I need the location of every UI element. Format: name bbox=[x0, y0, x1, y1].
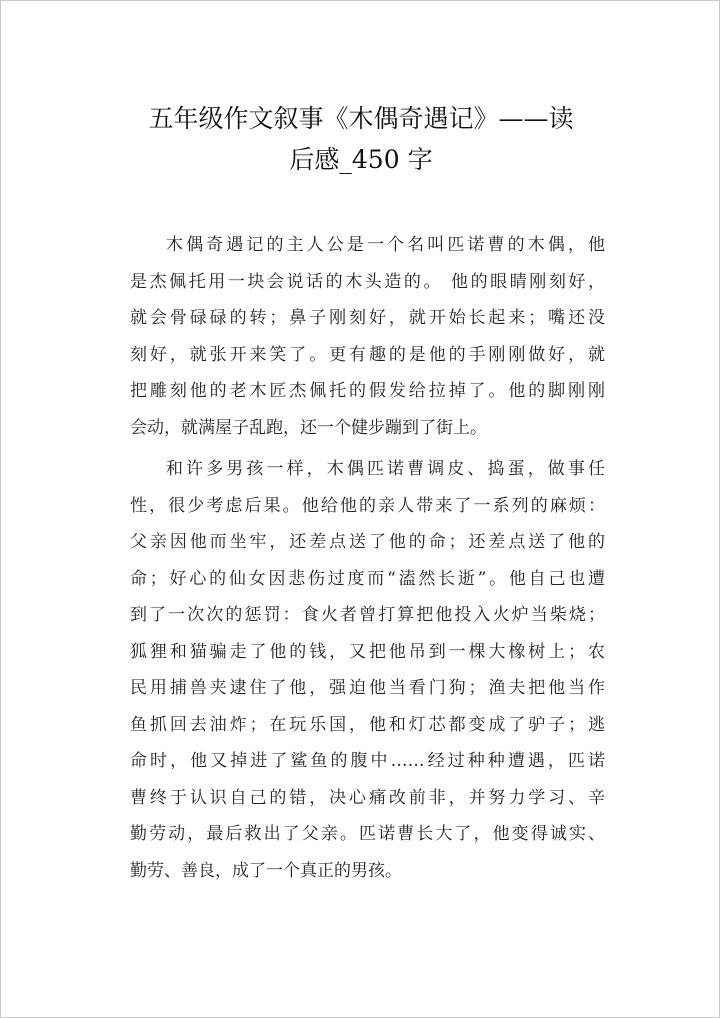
paragraph-line: 狐狸和猫骗走了他的钱，又把他吊到一棵大橡树上；农 bbox=[130, 641, 605, 662]
paragraph-line: 勤劳、善良，成了一个真正的男孩。 bbox=[130, 860, 402, 881]
paragraph-line: 父亲因他而坐牢，还差点送了他的命；还差点送了他的 bbox=[130, 532, 605, 552]
paragraph-line: 木偶奇遇记的主人公是一个名叫匹诺曹的木偶，他 bbox=[166, 235, 605, 255]
title-line-1: 五年级作文叙事《木偶奇遇记》——读 bbox=[148, 104, 574, 133]
paragraph-line: 民用捕兽夹逮住了他，强迫他当看门狗；渔夫把他当作 bbox=[130, 678, 605, 698]
document-title bbox=[101, 98, 621, 180]
paragraph-line: 到了一次次的惩罚：食火者曾打算把他投入火炉当柴烧； bbox=[130, 605, 605, 625]
paragraph-line: 刻好，就张开来笑了。更有趣的是他的手刚刚做好，就 bbox=[130, 344, 605, 365]
paragraph-line: 曹终于认识自己的错，决心痛改前非，并努力学习、辛 bbox=[130, 787, 605, 808]
paragraph-line: 性，很少考虑后果。他给他的亲人带来了一系列的麻烦： bbox=[130, 495, 605, 516]
paragraph-2 bbox=[130, 451, 605, 889]
paragraph-line: 勤劳动，最后救出了父亲。匹诺曹长大了，他变得诚实、 bbox=[130, 824, 605, 844]
paragraph-line: 就会骨碌碌的转；鼻子刚刻好，就开始长起来；嘴还没 bbox=[130, 308, 605, 328]
paragraph-line: 是杰佩托用一块会说话的木头造的。 他的眼睛刚刻好， bbox=[130, 271, 605, 292]
paragraph-line: 和许多男孩一样，木偶匹诺曹调皮、捣蛋，做事任 bbox=[166, 459, 605, 479]
paragraph-line: 命时，他又掉进了鲨鱼的腹中……经过种种遭遇，匹诺 bbox=[130, 751, 605, 771]
paragraph-1 bbox=[130, 227, 605, 446]
paragraph-line: 把雕刻他的老木匠杰佩托的假发给拉掉了。他的脚刚刚 bbox=[130, 381, 605, 401]
paragraph-line: 命；好心的仙女因悲伤过度而“溘然长逝”。他自己也遭 bbox=[130, 568, 605, 589]
paragraph-line: 会动，就满屋子乱跑，还一个健步蹦到了街上。 bbox=[130, 417, 487, 438]
paragraph-line: 鱼抓回去油炸；在玩乐国，他和灯芯都变成了驴子；逃 bbox=[130, 714, 605, 735]
title-line-2: 后感_450 字 bbox=[289, 145, 433, 174]
document-body bbox=[130, 227, 605, 889]
